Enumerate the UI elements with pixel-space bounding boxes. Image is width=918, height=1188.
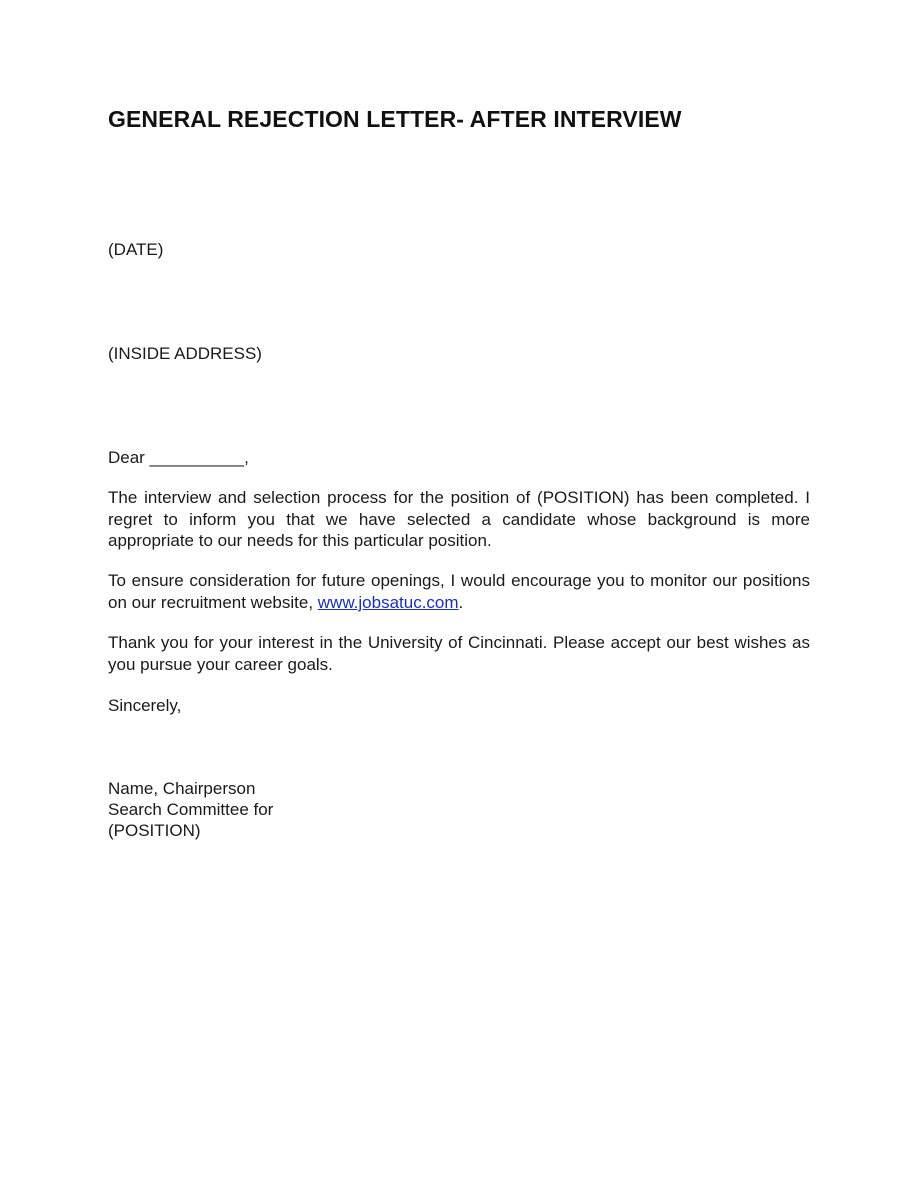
signature-position: (POSITION) bbox=[108, 821, 201, 840]
paragraph-future-openings-end: . bbox=[458, 592, 464, 612]
paragraph-future-openings bbox=[108, 570, 810, 613]
paragraph-interview-result: The interview and selection process for the position of (POSITION) has been completed. I regret to inform you that we have selected a candidate whose background is more appropriate to our needs for this particular position. bbox=[108, 488, 810, 550]
inside-address-placeholder: (INSIDE ADDRESS) bbox=[108, 344, 262, 363]
date-placeholder: (DATE) bbox=[108, 240, 164, 259]
signature-name: Name, Chairperson bbox=[108, 779, 256, 798]
paragraph-future-openings-text: To ensure consideration for future openings, I would encourage you to monitor our positions on our recruitment website, bbox=[108, 571, 810, 612]
letter-title: GENERAL REJECTION LETTER- AFTER INTERVIEW bbox=[108, 106, 682, 132]
signature-block bbox=[108, 778, 273, 841]
recruitment-website-link[interactable]: www.jobsatuc.com bbox=[317, 592, 459, 612]
closing: Sincerely, bbox=[108, 696, 182, 715]
paragraph-thank-you: Thank you for your interest in the University of Cincinnati. Please accept our best wishes as you pursue your career goals. bbox=[108, 633, 810, 674]
salutation: Dear __________, bbox=[108, 448, 249, 467]
signature-committee: Search Committee for bbox=[108, 800, 274, 819]
